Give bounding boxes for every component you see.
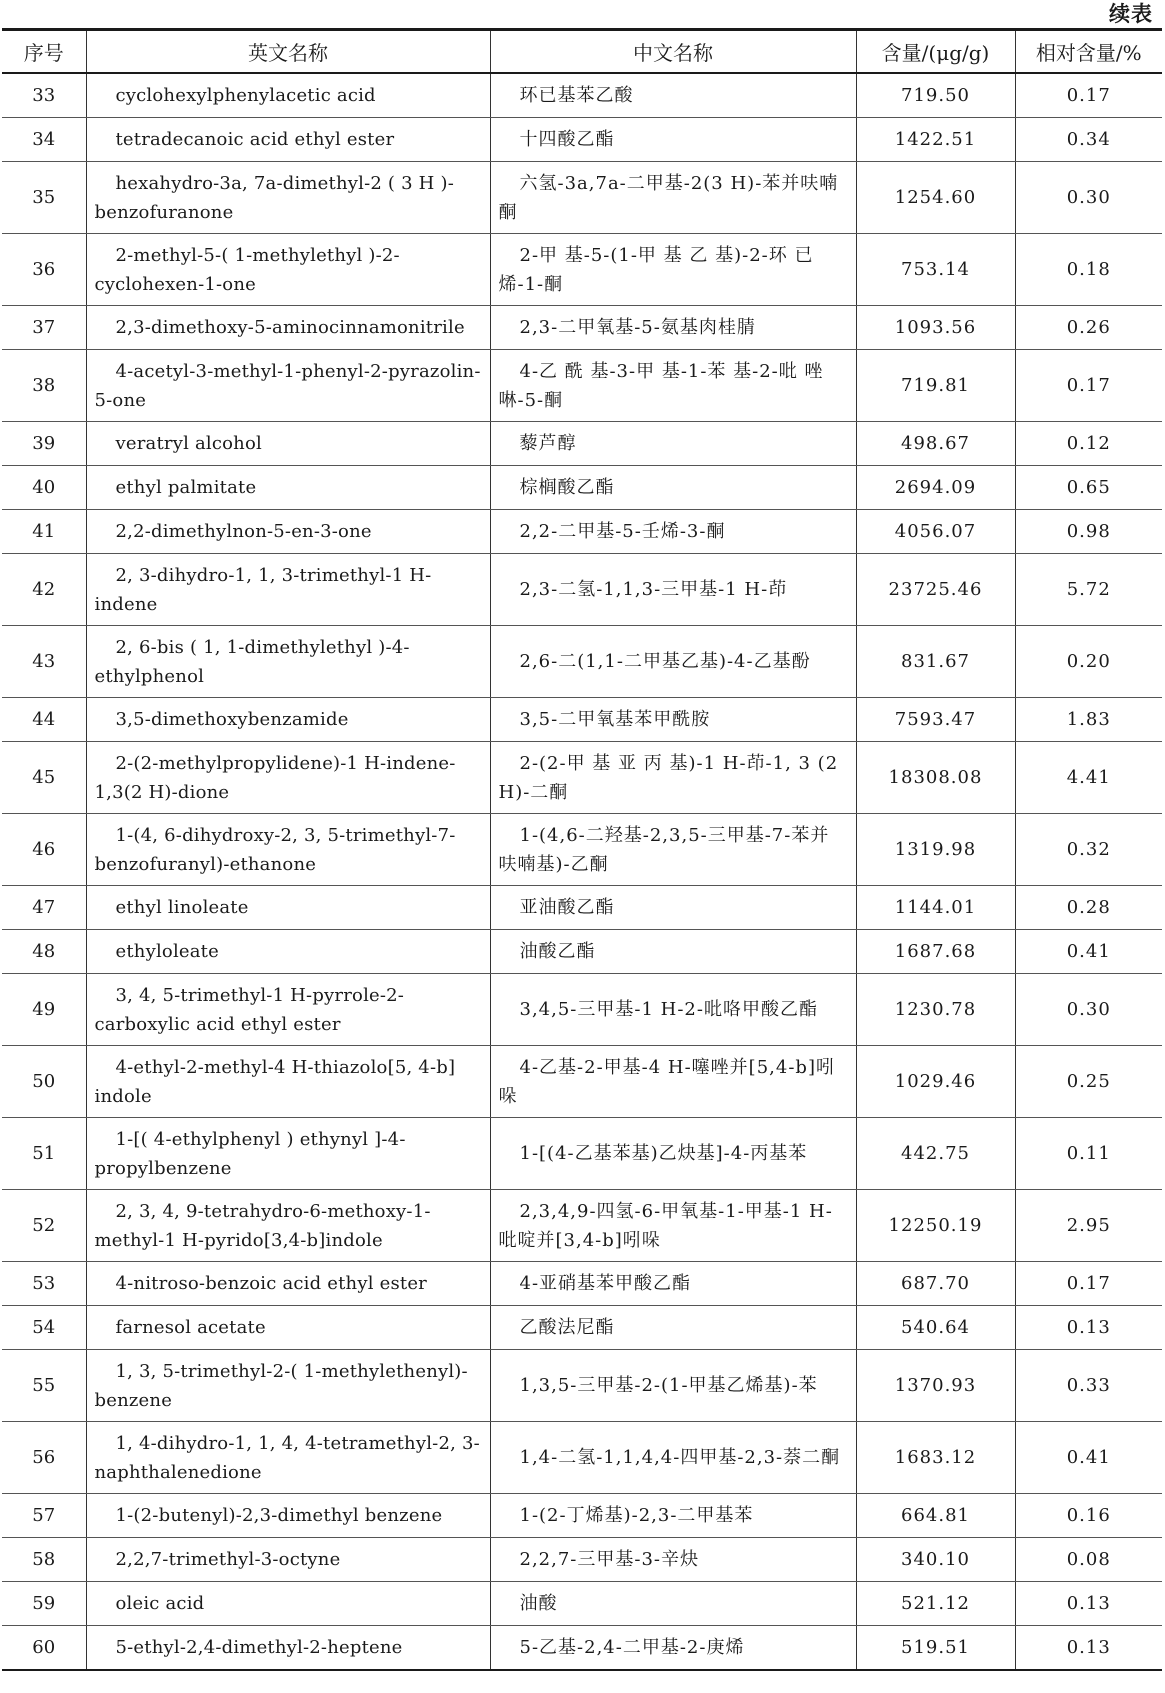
cell-no: 42 <box>2 554 86 626</box>
header-row <box>2 30 1162 74</box>
cell-chinese-name: 2-甲 基-5-(1-甲 基 乙 基)-2-环 已烯-1-酮 <box>490 234 856 306</box>
header-no: 序号 <box>2 30 86 74</box>
cell-no: 37 <box>2 306 86 350</box>
cell-chinese-name: 环已基苯乙酸 <box>490 73 856 118</box>
cell-english-name: hexahydro-3a, 7a-dimethyl-2 ( 3 H )-benzofuranone <box>86 162 490 234</box>
cell-chinese-name: 2,2,7-三甲基-3-辛炔 <box>490 1538 856 1582</box>
cell-content: 664.81 <box>856 1494 1015 1538</box>
cell-english-name: tetradecanoic acid ethyl ester <box>86 118 490 162</box>
cell-no: 44 <box>2 698 86 742</box>
cell-english-name: ethyloleate <box>86 930 490 974</box>
cell-content: 1687.68 <box>856 930 1015 974</box>
cell-content: 1422.51 <box>856 118 1015 162</box>
cell-content: 687.70 <box>856 1262 1015 1306</box>
cell-english-name: 2,2-dimethylnon-5-en-3-one <box>86 510 490 554</box>
table-row <box>2 1422 1162 1494</box>
cell-content: 719.50 <box>856 73 1015 118</box>
cell-chinese-name: 2,2-二甲基-5-壬烯-3-酮 <box>490 510 856 554</box>
cell-content: 1683.12 <box>856 1422 1015 1494</box>
cell-english-name: oleic acid <box>86 1582 490 1626</box>
cell-chinese-name: 1,3,5-三甲基-2-(1-甲基乙烯基)-苯 <box>490 1350 856 1422</box>
cell-relative-content: 0.08 <box>1015 1538 1162 1582</box>
cell-content: 12250.19 <box>856 1190 1015 1262</box>
cell-chinese-name: 3,4,5-三甲基-1 H-2-吡咯甲酸乙酯 <box>490 974 856 1046</box>
cell-relative-content: 0.41 <box>1015 1422 1162 1494</box>
cell-english-name: 2,2,7-trimethyl-3-octyne <box>86 1538 490 1582</box>
table-row <box>2 1262 1162 1306</box>
cell-relative-content: 0.30 <box>1015 162 1162 234</box>
cell-relative-content: 0.20 <box>1015 626 1162 698</box>
table-row <box>2 626 1162 698</box>
table-row <box>2 554 1162 626</box>
cell-relative-content: 0.41 <box>1015 930 1162 974</box>
cell-chinese-name: 5-乙基-2,4-二甲基-2-庚烯 <box>490 1626 856 1671</box>
table-row <box>2 1350 1162 1422</box>
cell-english-name: 5-ethyl-2,4-dimethyl-2-heptene <box>86 1626 490 1671</box>
cell-relative-content: 2.95 <box>1015 1190 1162 1262</box>
table-row <box>2 1494 1162 1538</box>
cell-english-name: 2-(2-methylpropylidene)-1 H-indene-1,3(2 H)-dione <box>86 742 490 814</box>
header-relative-content: 相对含量/% <box>1015 30 1162 74</box>
table-row <box>2 234 1162 306</box>
cell-content: 521.12 <box>856 1582 1015 1626</box>
cell-content: 1370.93 <box>856 1350 1015 1422</box>
cell-no: 36 <box>2 234 86 306</box>
cell-content: 719.81 <box>856 350 1015 422</box>
cell-no: 46 <box>2 814 86 886</box>
cell-relative-content: 0.11 <box>1015 1118 1162 1190</box>
cell-english-name: ethyl palmitate <box>86 466 490 510</box>
table-row <box>2 698 1162 742</box>
table-row <box>2 73 1162 118</box>
cell-relative-content: 5.72 <box>1015 554 1162 626</box>
cell-chinese-name: 4-乙 酰 基-3-甲 基-1-苯 基-2-吡 唑啉-5-酮 <box>490 350 856 422</box>
table-row <box>2 306 1162 350</box>
cell-chinese-name: 2,6-二(1,1-二甲基乙基)-4-乙基酚 <box>490 626 856 698</box>
cell-content: 18308.08 <box>856 742 1015 814</box>
table-row <box>2 422 1162 466</box>
table-row <box>2 466 1162 510</box>
cell-relative-content: 0.25 <box>1015 1046 1162 1118</box>
cell-relative-content: 0.16 <box>1015 1494 1162 1538</box>
cell-no: 53 <box>2 1262 86 1306</box>
header-content: 含量/(μg/g) <box>856 30 1015 74</box>
header-chinese-name: 中文名称 <box>490 30 856 74</box>
cell-chinese-name: 六氢-3a,7a-二甲基-2(3 H)-苯并呋喃酮 <box>490 162 856 234</box>
cell-content: 831.67 <box>856 626 1015 698</box>
cell-no: 51 <box>2 1118 86 1190</box>
cell-chinese-name: 2,3-二甲氧基-5-氨基肉桂腈 <box>490 306 856 350</box>
cell-relative-content: 0.34 <box>1015 118 1162 162</box>
cell-chinese-name: 2,3,4,9-四氢-6-甲氧基-1-甲基-1 H-吡啶并[3,4-b]吲哚 <box>490 1190 856 1262</box>
cell-english-name: veratryl alcohol <box>86 422 490 466</box>
cell-relative-content: 0.17 <box>1015 350 1162 422</box>
cell-chinese-name: 乙酸法尼酯 <box>490 1306 856 1350</box>
cell-chinese-name: 藜芦醇 <box>490 422 856 466</box>
table-row <box>2 510 1162 554</box>
cell-relative-content: 0.12 <box>1015 422 1162 466</box>
table-row <box>2 118 1162 162</box>
cell-chinese-name: 2,3-二氢-1,1,3-三甲基-1 H-茚 <box>490 554 856 626</box>
cell-no: 33 <box>2 73 86 118</box>
cell-no: 41 <box>2 510 86 554</box>
cell-content: 519.51 <box>856 1626 1015 1671</box>
cell-english-name: 2, 6-bis ( 1, 1-dimethylethyl )-4-ethylphenol <box>86 626 490 698</box>
cell-content: 1254.60 <box>856 162 1015 234</box>
cell-content: 1029.46 <box>856 1046 1015 1118</box>
cell-content: 23725.46 <box>856 554 1015 626</box>
cell-no: 43 <box>2 626 86 698</box>
cell-no: 50 <box>2 1046 86 1118</box>
cell-no: 48 <box>2 930 86 974</box>
cell-no: 52 <box>2 1190 86 1262</box>
table-row <box>2 930 1162 974</box>
cell-no: 58 <box>2 1538 86 1582</box>
cell-content: 1093.56 <box>856 306 1015 350</box>
cell-no: 38 <box>2 350 86 422</box>
cell-relative-content: 0.17 <box>1015 1262 1162 1306</box>
table-row <box>2 1046 1162 1118</box>
cell-content: 498.67 <box>856 422 1015 466</box>
table-row <box>2 742 1162 814</box>
cell-content: 1319.98 <box>856 814 1015 886</box>
cell-english-name: cyclohexylphenylacetic acid <box>86 73 490 118</box>
cell-chinese-name: 1-[(4-乙基苯基)乙炔基]-4-丙基苯 <box>490 1118 856 1190</box>
cell-chinese-name: 1,4-二氢-1,1,4,4-四甲基-2,3-萘二酮 <box>490 1422 856 1494</box>
cell-no: 45 <box>2 742 86 814</box>
cell-relative-content: 0.28 <box>1015 886 1162 930</box>
cell-english-name: farnesol acetate <box>86 1306 490 1350</box>
cell-english-name: 4-nitroso-benzoic acid ethyl ester <box>86 1262 490 1306</box>
cell-chinese-name: 十四酸乙酯 <box>490 118 856 162</box>
cell-english-name: 1, 4-dihydro-1, 1, 4, 4-tetramethyl-2, 3-naphthalenedione <box>86 1422 490 1494</box>
cell-english-name: 2-methyl-5-( 1-methylethyl )-2-cyclohexen-1-one <box>86 234 490 306</box>
table-row <box>2 1582 1162 1626</box>
cell-relative-content: 0.18 <box>1015 234 1162 306</box>
cell-chinese-name: 2-(2-甲 基 亚 丙 基)-1 H-茚-1, 3 (2 H)-二酮 <box>490 742 856 814</box>
cell-no: 47 <box>2 886 86 930</box>
cell-chinese-name: 1-(4,6-二羟基-2,3,5-三甲基-7-苯并呋喃基)-乙酮 <box>490 814 856 886</box>
cell-no: 39 <box>2 422 86 466</box>
header-english-name: 英文名称 <box>86 30 490 74</box>
cell-no: 40 <box>2 466 86 510</box>
cell-content: 442.75 <box>856 1118 1015 1190</box>
cell-relative-content: 4.41 <box>1015 742 1162 814</box>
continued-label: 续表 <box>1109 1 1153 26</box>
cell-no: 57 <box>2 1494 86 1538</box>
cell-relative-content: 0.32 <box>1015 814 1162 886</box>
cell-content: 753.14 <box>856 234 1015 306</box>
cell-relative-content: 0.33 <box>1015 1350 1162 1422</box>
table-header <box>2 30 1162 74</box>
table-row <box>2 974 1162 1046</box>
cell-no: 55 <box>2 1350 86 1422</box>
cell-english-name: 4-ethyl-2-methyl-4 H-thiazolo[5, 4-b] indole <box>86 1046 490 1118</box>
cell-english-name: ethyl linoleate <box>86 886 490 930</box>
cell-content: 1230.78 <box>856 974 1015 1046</box>
cell-chinese-name: 亚油酸乙酯 <box>490 886 856 930</box>
cell-chinese-name: 4-亚硝基苯甲酸乙酯 <box>490 1262 856 1306</box>
cell-chinese-name: 4-乙基-2-甲基-4 H-噻唑并[5,4-b]吲哚 <box>490 1046 856 1118</box>
cell-content: 4056.07 <box>856 510 1015 554</box>
cell-content: 2694.09 <box>856 466 1015 510</box>
table-body <box>2 73 1162 1670</box>
cell-relative-content: 0.13 <box>1015 1582 1162 1626</box>
cell-english-name: 4-acetyl-3-methyl-1-phenyl-2-pyrazolin-5-one <box>86 350 490 422</box>
cell-relative-content: 0.30 <box>1015 974 1162 1046</box>
cell-english-name: 1-(2-butenyl)-2,3-dimethyl benzene <box>86 1494 490 1538</box>
table-row <box>2 1190 1162 1262</box>
table-row <box>2 162 1162 234</box>
cell-no: 60 <box>2 1626 86 1671</box>
cell-chinese-name: 3,5-二甲氧基苯甲酰胺 <box>490 698 856 742</box>
table-row <box>2 814 1162 886</box>
cell-relative-content: 0.13 <box>1015 1306 1162 1350</box>
cell-english-name: 1-[( 4-ethylphenyl ) ethynyl ]-4-propylbenzene <box>86 1118 490 1190</box>
cell-no: 54 <box>2 1306 86 1350</box>
table-row <box>2 1538 1162 1582</box>
compound-table <box>2 28 1162 1671</box>
cell-no: 56 <box>2 1422 86 1494</box>
cell-english-name: 2,3-dimethoxy-5-aminocinnamonitrile <box>86 306 490 350</box>
cell-english-name: 3,5-dimethoxybenzamide <box>86 698 490 742</box>
table-row <box>2 350 1162 422</box>
cell-english-name: 1-(4, 6-dihydroxy-2, 3, 5-trimethyl-7-benzofuranyl)-ethanone <box>86 814 490 886</box>
table-row <box>2 1118 1162 1190</box>
table-row <box>2 1626 1162 1671</box>
cell-relative-content: 1.83 <box>1015 698 1162 742</box>
table-row <box>2 1306 1162 1350</box>
cell-content: 540.64 <box>856 1306 1015 1350</box>
cell-no: 34 <box>2 118 86 162</box>
cell-no: 35 <box>2 162 86 234</box>
cell-chinese-name: 1-(2-丁烯基)-2,3-二甲基苯 <box>490 1494 856 1538</box>
cell-chinese-name: 油酸乙酯 <box>490 930 856 974</box>
cell-relative-content: 0.17 <box>1015 73 1162 118</box>
cell-relative-content: 0.98 <box>1015 510 1162 554</box>
cell-relative-content: 0.26 <box>1015 306 1162 350</box>
cell-relative-content: 0.65 <box>1015 466 1162 510</box>
cell-no: 59 <box>2 1582 86 1626</box>
cell-english-name: 2, 3, 4, 9-tetrahydro-6-methoxy-1-methyl-1 H-pyrido[3,4-b]indole <box>86 1190 490 1262</box>
cell-content: 340.10 <box>856 1538 1015 1582</box>
cell-content: 7593.47 <box>856 698 1015 742</box>
cell-content: 1144.01 <box>856 886 1015 930</box>
cell-english-name: 2, 3-dihydro-1, 1, 3-trimethyl-1 H-indene <box>86 554 490 626</box>
cell-english-name: 1, 3, 5-trimethyl-2-( 1-methylethenyl)-benzene <box>86 1350 490 1422</box>
cell-no: 49 <box>2 974 86 1046</box>
cell-relative-content: 0.13 <box>1015 1626 1162 1671</box>
cell-chinese-name: 油酸 <box>490 1582 856 1626</box>
cell-english-name: 3, 4, 5-trimethyl-1 H-pyrrole-2-carboxylic acid ethyl ester <box>86 974 490 1046</box>
cell-chinese-name: 棕榈酸乙酯 <box>490 466 856 510</box>
table-row <box>2 886 1162 930</box>
